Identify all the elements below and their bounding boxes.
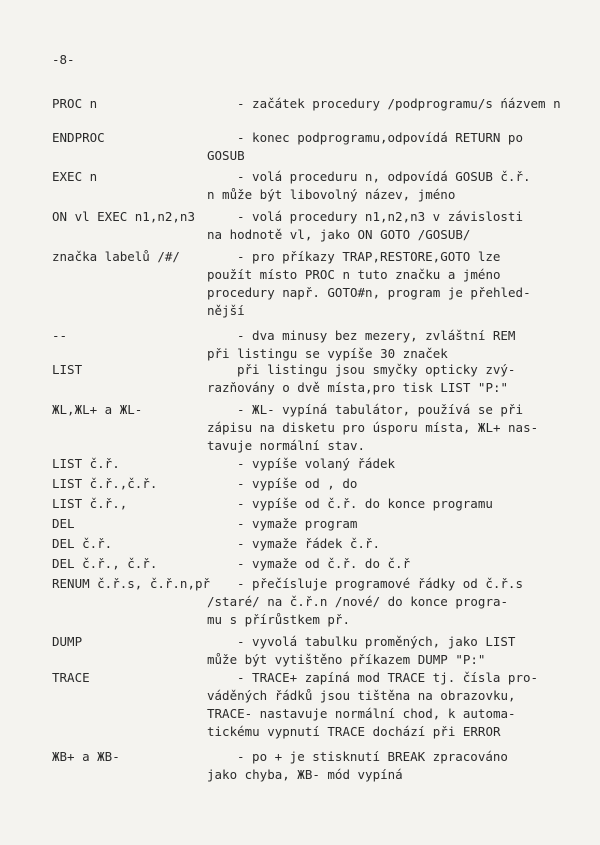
description-line: jako chyba, ЖB- mód vypíná — [207, 767, 403, 782]
description-line: - TRACE+ zapíná mod TRACE tj. čísla pro- — [237, 670, 539, 685]
command-description — [207, 515, 557, 533]
command-description — [207, 168, 557, 204]
description-line: - konec podprogramu,odpovídá RETURN po — [237, 130, 523, 145]
command-label: ENDPROC — [52, 130, 105, 145]
command-label: ЖL,ЖL+ a ЖL- — [52, 402, 143, 417]
description-line: na hodnotě vl, jako ON GOTO /GOSUB/ — [207, 227, 471, 242]
command-label: LIST č.ř., — [52, 496, 128, 511]
description-line: - ЖL- vypíná tabulátor, používá se při — [237, 402, 523, 417]
description-line: mu s přírůstkem př. — [207, 612, 350, 627]
command-label: LIST č.ř.,č.ř. — [52, 476, 158, 491]
command-description — [207, 748, 557, 784]
description-line: při listingu jsou smyčky opticky zvý- — [237, 362, 516, 377]
command-label: RENUM č.ř.s, č.ř.n,př — [52, 576, 211, 591]
description-line: tavuje normální stav. — [207, 438, 366, 453]
description-line: - dva minusy bez mezery, zvláštní REM — [237, 328, 516, 343]
command-description — [207, 361, 557, 397]
description-line: - vypíše od č.ř. do konce programu — [237, 496, 493, 511]
description-line: n může být libovolný název, jméno — [207, 187, 456, 202]
description-line: zápisu na disketu pro úsporu místa, ЖL+ nas- — [207, 420, 539, 435]
description-line: - začátek procedury /podprogramu/s ńázvem n — [237, 96, 561, 111]
command-description — [207, 575, 557, 629]
description-line: nější — [207, 303, 245, 318]
command-label: LIST — [52, 362, 83, 377]
command-description — [207, 669, 557, 741]
command-label: DUMP — [52, 634, 83, 649]
command-label: značka labelů /#/ — [52, 249, 180, 264]
description-line: při listingu se vypíše 30 značek — [207, 346, 448, 361]
description-line: GOSUB — [207, 148, 245, 163]
command-label: DEL č.ř. — [52, 536, 113, 551]
description-line: použít místo PROC n tuto značku a jméno — [207, 267, 501, 282]
command-description — [207, 475, 557, 493]
command-description — [207, 555, 557, 573]
command-description — [207, 327, 557, 363]
command-description — [207, 495, 557, 513]
command-label: -- — [52, 328, 68, 343]
description-line: - vymaže od č.ř. do č.ř — [237, 556, 411, 571]
description-line: - vyvolá tabulku proměných, jako LIST — [237, 634, 516, 649]
description-line: - vymaže řádek č.ř. — [237, 536, 380, 551]
description-line: - volá procedury n1,n2,n3 v závislosti — [237, 209, 523, 224]
description-line: - po + je stisknutí BREAK zpracováno — [237, 749, 508, 764]
command-description — [207, 633, 557, 669]
command-label: DEL č.ř., č.ř. — [52, 556, 158, 571]
command-label: ON vl EXEC n1,n2,n3 — [52, 209, 195, 224]
description-line: /staré/ na č.ř.n /nové/ do konce progra- — [207, 594, 509, 609]
description-line: váděných řádků jsou tištěna na obrazovku, — [207, 688, 516, 703]
description-line: TRACE- nastavuje normální chod, k automa- — [207, 706, 516, 721]
command-label: PROC n — [52, 96, 98, 111]
command-description — [207, 535, 557, 553]
command-label: EXEC n — [52, 169, 98, 184]
description-line: - vypíše od , do — [237, 476, 358, 491]
description-line: - vymaže program — [237, 516, 358, 531]
description-line: - přečísluje programové řádky od č.ř.s — [237, 576, 523, 591]
description-line: razňovány o dvě místa,pro tisk LIST "P:" — [207, 380, 509, 395]
description-line: - pro příkazy TRAP,RESTORE,GOTO lze — [237, 249, 501, 264]
page-number: -8- — [52, 52, 75, 67]
command-label: DEL — [52, 516, 75, 531]
command-description — [207, 455, 557, 473]
description-line: - volá proceduru n, odpovídá GOSUB č.ř. — [237, 169, 531, 184]
command-description — [207, 401, 557, 455]
command-label: TRACE — [52, 670, 90, 685]
command-description — [207, 95, 561, 113]
command-description — [207, 248, 557, 320]
description-line: procedury např. GOTO#n, program je přehled- — [207, 285, 531, 300]
description-line: může být vytištěno příkazem DUMP "P:" — [207, 652, 486, 667]
command-label: LIST č.ř. — [52, 456, 120, 471]
description-line: tickému vypnutí TRACE dochází při ERROR — [207, 724, 501, 739]
description-line: - vypíše volaný řádek — [237, 456, 396, 471]
command-description — [207, 208, 557, 244]
command-description — [207, 129, 557, 165]
command-label: ЖB+ a ЖB- — [52, 749, 120, 764]
